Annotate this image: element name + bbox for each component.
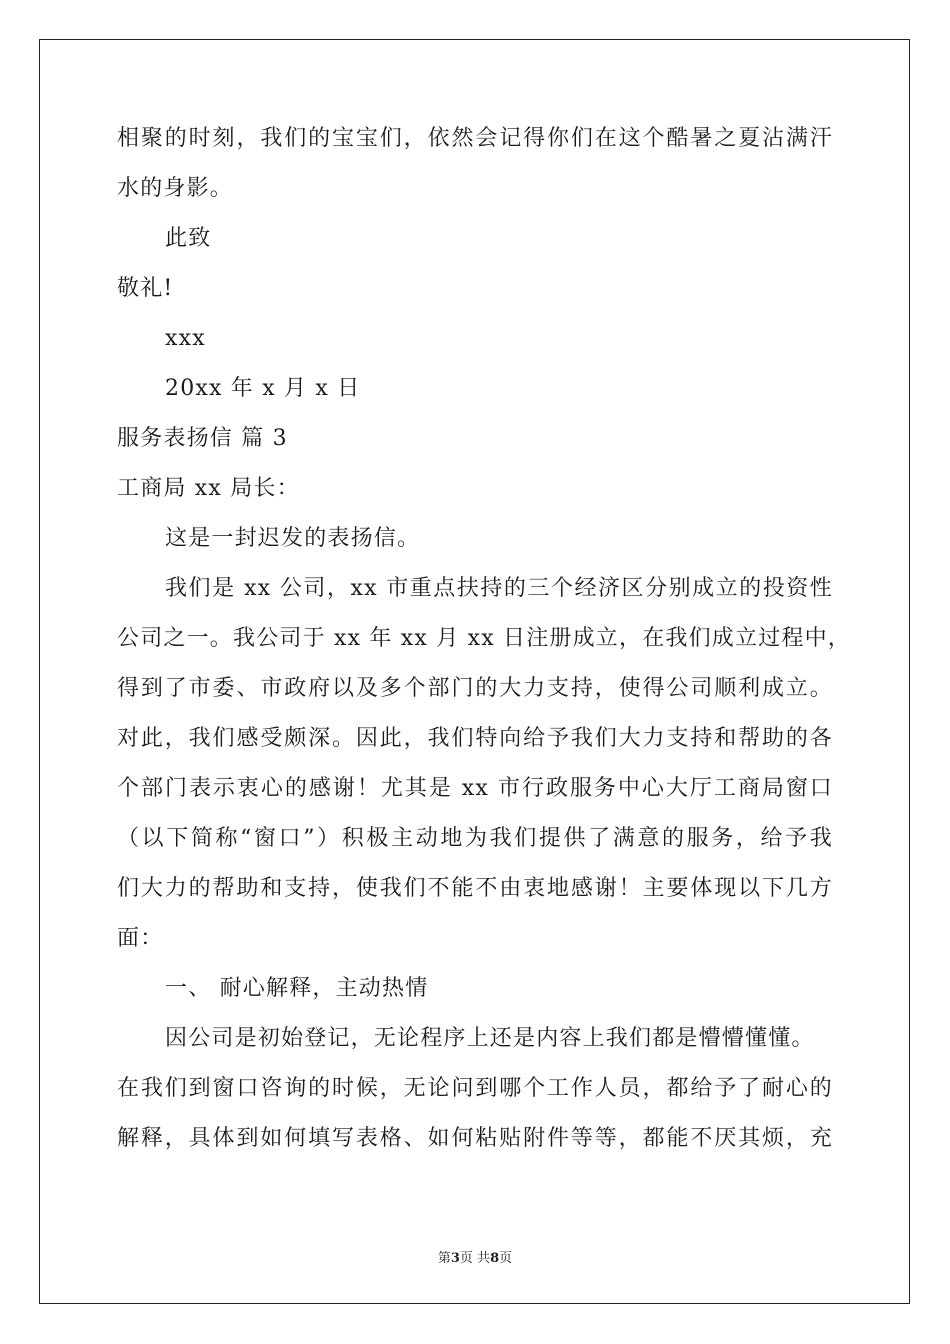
list-heading: 一、 耐心解释，主动热情 <box>165 976 429 1001</box>
body-line: 在我们到窗口咨询的时候，无论问到哪个工作人员，都给予了耐心的 <box>117 1076 833 1101</box>
signature-name: xxx <box>165 326 206 351</box>
footer-page-prefix: 第 <box>437 1251 451 1266</box>
body-line: 因公司是初始登记，无论程序上还是内容上我们都是懵懵懂懂。 <box>165 1026 815 1051</box>
body-line: 们大力的帮助和支持，使我们不能不由衷地感谢！主要体现以下几方 <box>117 876 833 901</box>
body-line: 这是一封迟发的表扬信。 <box>165 526 421 551</box>
letter-addressee: 工商局 xx 局长： <box>117 476 300 501</box>
body-line: 水的身影。 <box>117 176 234 201</box>
closing-salutation: 此致 <box>165 226 212 251</box>
body-line: 面： <box>117 926 164 951</box>
footer-page-mid: 页 共 <box>459 1251 491 1266</box>
signature-date: 20xx 年 x 月 x 日 <box>165 376 361 401</box>
body-line: 解释，具体到如何填写表格、如何粘贴附件等等，都能不厌其烦，充 <box>117 1126 833 1151</box>
body-line: （以下简称“窗口”）积极主动地为我们提供了满意的服务，给予我 <box>117 826 833 851</box>
page-footer <box>0 1247 950 1266</box>
section-title: 服务表扬信 篇 3 <box>117 426 288 451</box>
body-line: 个部门表示衷心的感谢！尤其是 xx 市行政服务中心大厅工商局窗口 <box>117 776 833 801</box>
footer-total-pages: 8 <box>490 1251 500 1266</box>
body-line: 相聚的时刻，我们的宝宝们，依然会记得你们在这个酷暑之夏沾满汗 <box>117 126 833 151</box>
body-line: 公司之一。我公司于 xx 年 xx 月 xx 日注册成立，在我们成立过程中， <box>117 626 852 651</box>
body-line: 我们是 xx 公司，xx 市重点扶持的三个经济区分别成立的投资性 <box>165 576 833 601</box>
footer-page-suffix: 页 <box>499 1251 513 1266</box>
body-line: 得到了市委、市政府以及多个部门的大力支持，使得公司顺利成立。 <box>117 676 833 701</box>
body-line: 对此，我们感受颇深。因此，我们特向给予我们大力支持和帮助的各 <box>117 726 833 751</box>
closing-regards: 敬礼! <box>117 276 174 301</box>
footer-page-number: 3 <box>450 1251 460 1266</box>
